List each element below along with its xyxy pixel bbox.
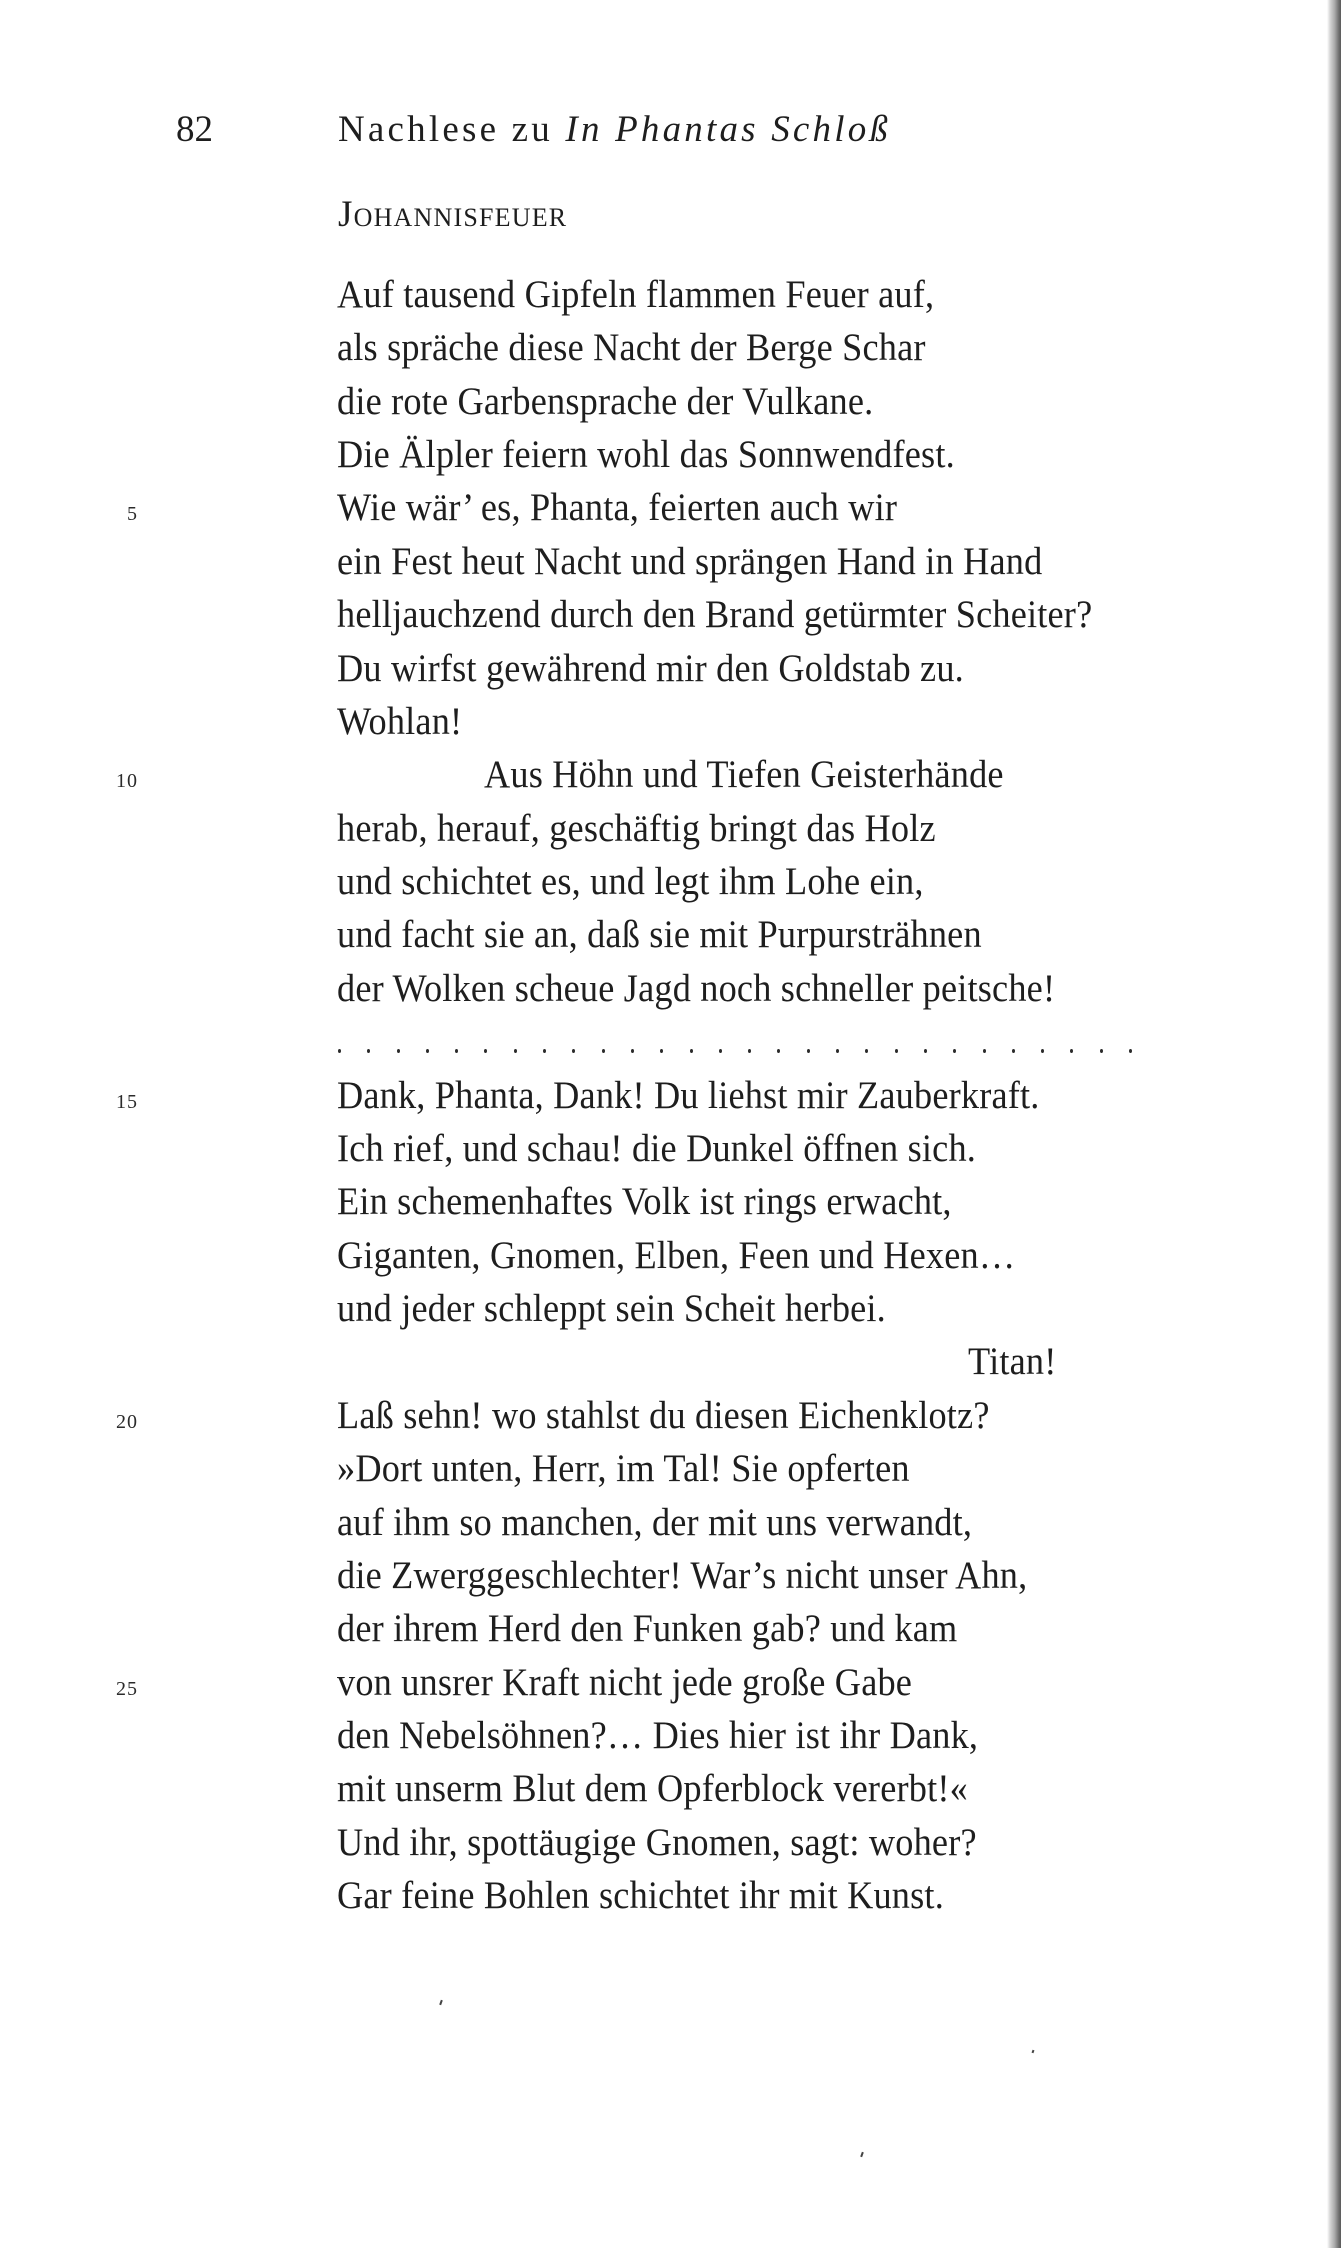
- omission-dot: [455, 1041, 484, 1061]
- verse-line: als spräche diese Nacht der Berge Schar: [337, 326, 926, 370]
- scan-speck: [439, 2000, 443, 2005]
- omission-dot: [543, 1041, 572, 1061]
- verse-line: Und ihr, spottäugige Gnomen, sagt: woher?: [337, 1820, 977, 1864]
- omission-dot: [426, 1041, 455, 1061]
- line-number: 25: [116, 1677, 138, 1700]
- omission-dot: [602, 1041, 631, 1061]
- omission-dot: [572, 1041, 601, 1061]
- verse-line: die rote Garbensprache der Vulkane.: [337, 379, 874, 423]
- verse-line: Wohlan!: [337, 699, 463, 743]
- scan-speck: [1032, 2050, 1035, 2054]
- omission-dot: [836, 1041, 865, 1061]
- verse-line: ein Fest heut Nacht und sprängen Hand in Hand: [337, 539, 1043, 583]
- verse-line: der ihrem Herd den Funken gab? und kam: [337, 1607, 958, 1651]
- omission-dot: [660, 1041, 689, 1061]
- omission-dot: [924, 1041, 953, 1061]
- verse-line: herab, herauf, geschäftig bringt das Holz: [337, 806, 936, 850]
- verse-line: Ich rief, und schau! die Dunkel öffnen sich.: [337, 1126, 977, 1170]
- scan-speck: [860, 2152, 864, 2157]
- verse-line: Laß sehn! wo stahlst du diesen Eichenklotz?: [337, 1393, 990, 1437]
- omission-dot: [807, 1041, 836, 1061]
- verse-line: und facht sie an, daß sie mit Purpursträhnen: [337, 913, 982, 957]
- omission-dot: [1041, 1041, 1070, 1061]
- verse-line: Auf tausend Gipfeln flammen Feuer auf,: [337, 273, 935, 316]
- verse-line-indented: Aus Höhn und Tiefen Geisterhände: [484, 753, 1004, 797]
- omission-dot: [953, 1041, 982, 1061]
- omission-dot: [484, 1041, 513, 1061]
- verse-line: Die Älpler feiern wohl das Sonnwendfest.: [337, 433, 955, 477]
- running-head-title: [338, 108, 891, 152]
- verse-line: der Wolken scheue Jagd noch schneller peitsche!: [337, 966, 1056, 1010]
- omission-dots: [338, 1041, 1158, 1061]
- verse-line-indented: Titan!: [968, 1340, 1057, 1384]
- verse-line: Giganten, Gnomen, Elben, Feen und Hexen…: [337, 1233, 1016, 1277]
- omission-dot: [983, 1041, 1012, 1061]
- line-number: 20: [116, 1410, 138, 1433]
- omission-dot: [690, 1041, 719, 1061]
- line-number: 15: [116, 1090, 138, 1113]
- page-number: 82: [176, 109, 213, 150]
- verse-line: und jeder schleppt sein Scheit herbei.: [337, 1287, 886, 1331]
- verse-line: Dank, Phanta, Dank! Du liehst mir Zauberkraft.: [337, 1073, 1040, 1117]
- omission-dot: [367, 1041, 396, 1061]
- omission-dot: [865, 1041, 894, 1061]
- verse-line: und schichtet es, und legt ihm Lohe ein,: [337, 860, 924, 904]
- line-number: 10: [116, 770, 138, 793]
- omission-dot: [777, 1041, 806, 1061]
- line-number: 5: [127, 503, 138, 526]
- omission-dot: [748, 1041, 777, 1061]
- running-head-roman: Nachlese zu: [338, 109, 566, 150]
- verse-line: Ein schemenhaftes Volk ist rings erwacht,: [337, 1180, 952, 1224]
- verse-line: helljauchzend durch den Brand getürmter Scheiter?: [337, 593, 1093, 637]
- omission-dot: [514, 1041, 543, 1061]
- verse-line: auf ihm so manchen, der mit uns verwandt,: [337, 1500, 973, 1544]
- omission-dot: [631, 1041, 660, 1061]
- verse-line: die Zwerggeschlechter! War’s nicht unser Ahn,: [337, 1553, 1028, 1597]
- omission-dot: [1129, 1041, 1158, 1061]
- verse-line: den Nebelsöhnen?… Dies hier ist ihr Dank,: [337, 1713, 979, 1757]
- verse-line: von unsrer Kraft nicht jede große Gabe: [337, 1660, 913, 1704]
- verse-line: »Dort unten, Herr, im Tal! Sie opferten: [337, 1447, 910, 1491]
- omission-dot: [1100, 1041, 1129, 1061]
- poem-title: Johannisfeuer: [338, 194, 568, 235]
- omission-dot: [338, 1041, 367, 1061]
- verse-line: Wie wär’ es, Phanta, feierten auch wir: [337, 486, 898, 530]
- running-head-italic: In Phantas Schloß: [565, 109, 892, 150]
- page-edge-shadow: [1327, 0, 1341, 2248]
- verse-line: mit unserm Blut dem Opferblock vererbt!«: [337, 1767, 968, 1811]
- omission-dot: [719, 1041, 748, 1061]
- verse-line: Du wirfst gewährend mir den Goldstab zu.: [337, 646, 964, 690]
- omission-dot: [1012, 1041, 1041, 1061]
- omission-dot: [397, 1041, 426, 1061]
- verse-line: Gar feine Bohlen schichtet ihr mit Kunst.: [337, 1874, 944, 1918]
- omission-dot: [895, 1041, 924, 1061]
- omission-dot: [1070, 1041, 1099, 1061]
